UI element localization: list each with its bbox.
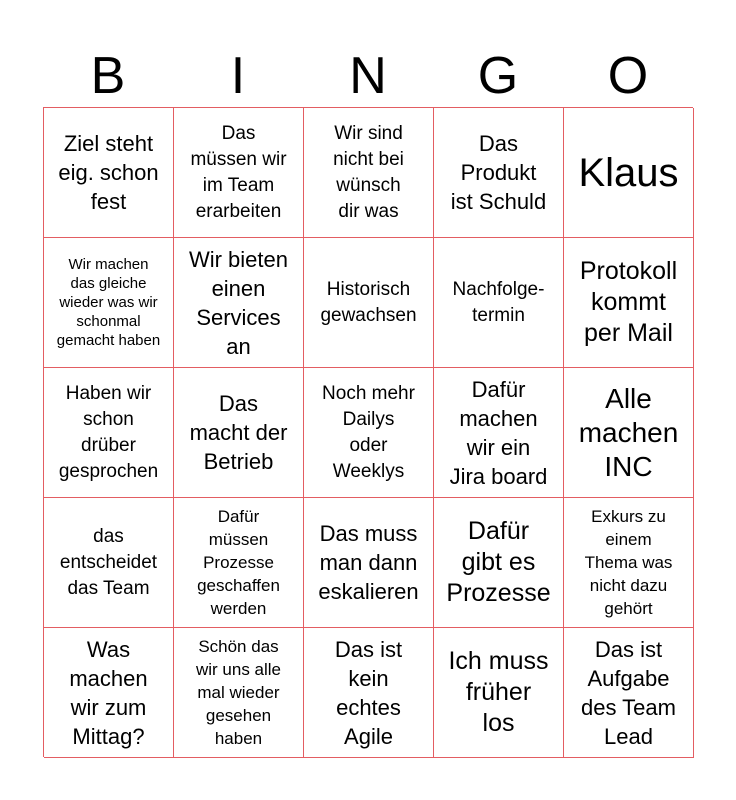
cell-text: Dafür müssen Prozesse geschaffen werden bbox=[197, 507, 280, 618]
bingo-cell[interactable] bbox=[564, 108, 694, 238]
bingo-cell[interactable] bbox=[174, 368, 304, 498]
bingo-cell[interactable] bbox=[174, 498, 304, 628]
cell-text: Das macht der Betrieb bbox=[189, 391, 288, 474]
cell-text: Wir bieten einen Services an bbox=[188, 246, 289, 359]
bingo-cell[interactable] bbox=[174, 108, 304, 238]
cell-text: Dafür machen wir ein Jira board bbox=[449, 376, 548, 489]
bingo-cell[interactable] bbox=[434, 498, 564, 628]
header-letter-g: G bbox=[477, 47, 519, 105]
cell-text: Alle machen INC bbox=[578, 382, 679, 482]
bingo-cell[interactable] bbox=[44, 628, 174, 758]
bingo-cell[interactable] bbox=[174, 238, 304, 368]
cell-text: Schön das wir uns alle mal wieder gesehen haben bbox=[195, 637, 282, 748]
cell-text: Exkurs zu einem Thema was nicht dazu gehört bbox=[584, 507, 673, 618]
cell-text: Historisch gewachsen bbox=[320, 278, 417, 326]
header-letter-i: I bbox=[230, 47, 246, 105]
bingo-cell[interactable] bbox=[304, 238, 434, 368]
cell-text: Das muss man dann eskalieren bbox=[318, 521, 419, 604]
bingo-cell[interactable] bbox=[44, 108, 174, 238]
bingo-cell[interactable] bbox=[304, 498, 434, 628]
bingo-cell[interactable] bbox=[44, 498, 174, 628]
bingo-cell[interactable] bbox=[174, 628, 304, 758]
bingo-cell[interactable] bbox=[434, 368, 564, 498]
bingo-cell[interactable] bbox=[564, 238, 694, 368]
header-letter-o: O bbox=[607, 47, 649, 105]
bingo-cell[interactable] bbox=[304, 368, 434, 498]
cell-text: Haben wir schon drüber gesprochen bbox=[58, 382, 159, 482]
header-letter-b: B bbox=[90, 47, 126, 105]
cell-text: Nachfolge- termin bbox=[452, 278, 545, 326]
cell-text: Protokoll kommt per Mail bbox=[579, 257, 678, 347]
bingo-header bbox=[43, 44, 693, 108]
cell-text: Klaus bbox=[578, 150, 679, 195]
cell-text: Das müssen wir im Team erarbeiten bbox=[190, 122, 287, 222]
bingo-cell[interactable] bbox=[44, 238, 174, 368]
cell-text: Wir machen das gleiche wieder was wir schonmal gemacht haben bbox=[56, 256, 161, 349]
cell-text: Dafür gibt es Prozesse bbox=[446, 517, 551, 607]
cell-text: das entscheidet das Team bbox=[59, 525, 158, 599]
cell-text: Noch mehr Dailys oder Weeklys bbox=[322, 382, 415, 482]
cell-text: Das ist kein echtes Agile bbox=[334, 636, 403, 749]
bingo-cell[interactable] bbox=[434, 628, 564, 758]
bingo-cell[interactable] bbox=[44, 368, 174, 498]
bingo-cell[interactable] bbox=[564, 498, 694, 628]
bingo-cell[interactable] bbox=[564, 628, 694, 758]
header-letter-n: N bbox=[349, 47, 387, 105]
bingo-grid bbox=[43, 107, 693, 757]
bingo-cell[interactable] bbox=[304, 108, 434, 238]
bingo-cell[interactable] bbox=[304, 628, 434, 758]
cell-text: Das Produkt ist Schuld bbox=[450, 131, 547, 214]
bingo-cell[interactable] bbox=[434, 108, 564, 238]
bingo-cell[interactable] bbox=[434, 238, 564, 368]
cell-text: Ziel steht eig. schon fest bbox=[58, 131, 159, 214]
cell-text: Das ist Aufgabe des Team Lead bbox=[581, 636, 676, 749]
cell-text: Wir sind nicht bei wünsch dir was bbox=[333, 122, 404, 222]
bingo-cell[interactable] bbox=[564, 368, 694, 498]
cell-text: Was machen wir zum Mittag? bbox=[69, 636, 148, 749]
cell-text: Ich muss früher los bbox=[448, 647, 549, 737]
